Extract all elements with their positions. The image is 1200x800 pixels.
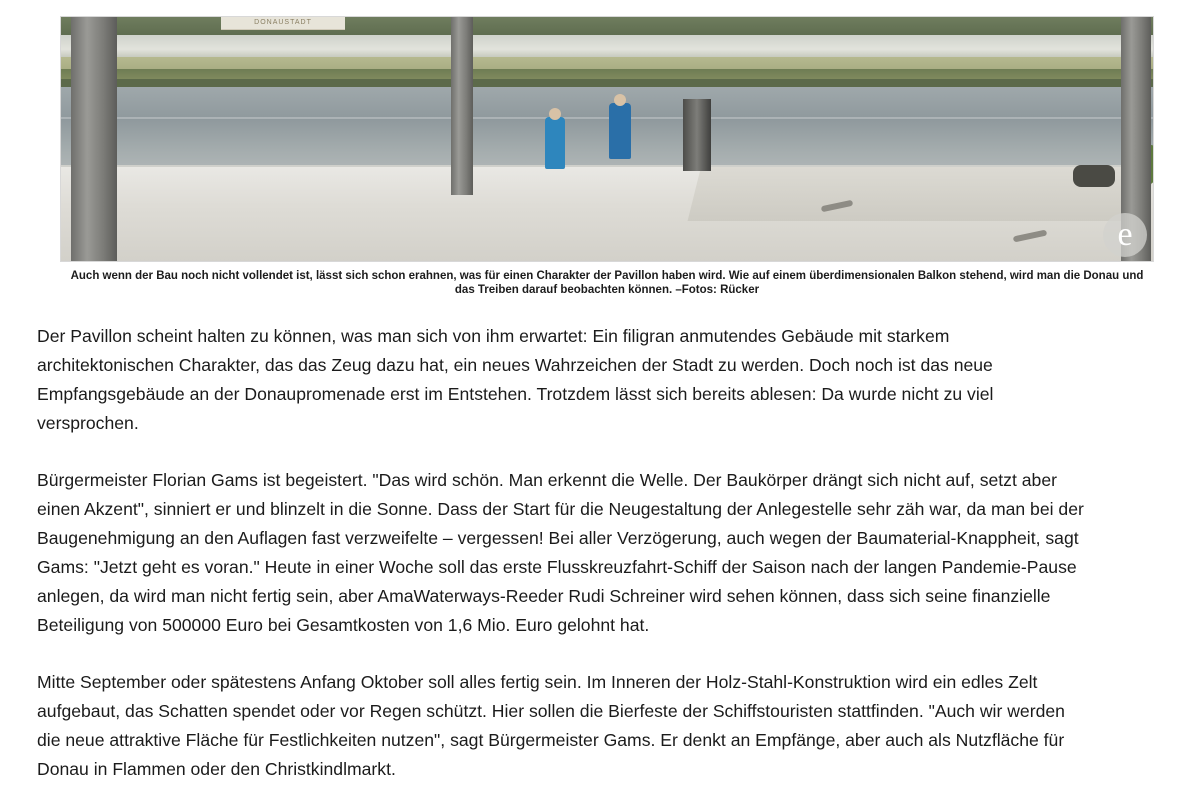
article-paragraph: Bürgermeister Florian Gams ist begeistert. "Das wird schön. Man erkennt die Welle. Der Baukörper drängt sich nicht auf, setzt aber einen Akzent", sinniert er und blinzelt in die Sonne. Dass der Start für die Neugestaltung der Anlegestelle sehr zäh war, da man bei der Baugenehmigung an den Auflagen fast verzweifelte – vergessen! Bei aller Verzögerung, auch wegen der Baumaterial-Knappheit, sagt Gams: "Jetzt geht es voran." Heute in einer Woche soll das erste Flusskreuzfahrt-Schiff der Saison nach der langen Pandemie-Pause anlegen, da wird man nicht fertig sein, aber AmaWaterways-Reeder Rudi Schreiner wird sehen können, dass sich seine finanzielle Beteiligung von 500000 Euro bei Gesamtkosten von 1,6 Mio. Euro gelohnt hat. (37, 470, 1084, 635)
photo-worker-head (549, 108, 561, 120)
photo-worker (609, 103, 631, 159)
photo-pillar-left (71, 17, 117, 262)
photo-worker-head (614, 94, 626, 106)
article-body (37, 322, 1090, 784)
photo-metal-post (683, 99, 711, 171)
photo-pillar-center (451, 17, 473, 195)
photo-worker (545, 117, 565, 169)
photo-rock (1073, 165, 1115, 187)
article-paragraph: Mitte September oder spätestens Anfang Oktober soll alles fertig sein. Im Inneren der Holz-Stahl-Konstruktion wird ein edles Zelt aufgebaut, das Schatten spendet oder vor Regen schützt. Hier sollen die Bierfeste der Schiffstouristen stattfinden. "Auch wir werden die neue attraktive Fläche für Festlichkeiten nutzen", sagt Bürgermeister Gams. Er denkt an Empfänge, aber auch als Nutzfläche für Donau in Flammen oder den Christkindlmarkt. (37, 672, 1065, 779)
photo-banner (221, 17, 345, 30)
article-figure (60, 16, 1154, 297)
article-paragraph: Der Pavillon scheint halten zu können, was man sich von ihm erwartet: Ein filigran anmutendes Gebäude mit starkem architektonischen Charakter, das das Zeug dazu hat, ein neues Wahrzeichen der Stadt zu werden. Doch noch ist das neue Empfangsgebäude an der Donaupromenade erst im Entstehen. Trotzdem lässt sich bereits ablesen: Da wurde nicht zu viel versprochen. (37, 326, 994, 433)
photo-banner-text: DONAUSTADT (254, 19, 312, 26)
photo-danube-pavilion (60, 16, 1154, 262)
watermark-logo-icon: e (1103, 213, 1147, 257)
figure-caption: Auch wenn der Bau noch nicht vollendet ist, lässt sich schon erahnen, was für einen Charakter der Pavillon haben wird. Wie auf einem überdimensionalen Balkon stehend, wird man die Donau und das Treiben darauf beobachten können. –Fotos: Rücker (70, 270, 1144, 296)
